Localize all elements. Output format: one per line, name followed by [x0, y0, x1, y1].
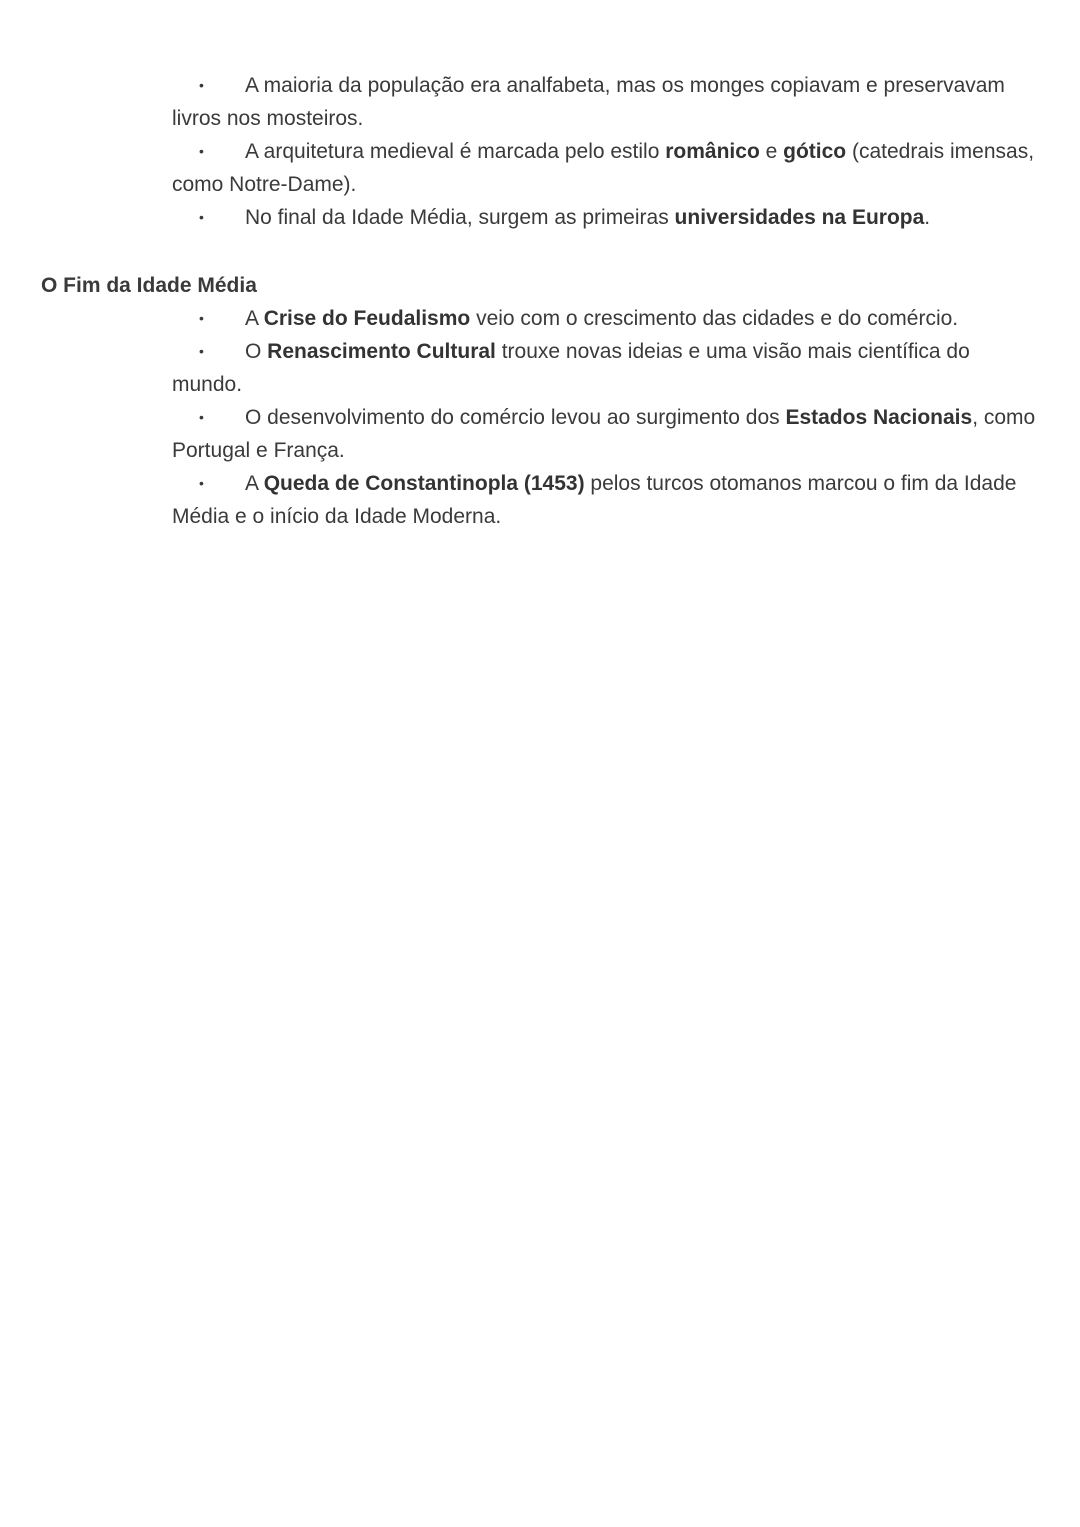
list-item-text: . — [924, 206, 931, 229]
list-item — [0, 467, 1080, 533]
list-item — [0, 135, 1080, 201]
list-item-text: A — [245, 472, 264, 495]
emphasis-text: românico — [665, 140, 760, 163]
emphasis-text: Renascimento Cultural — [267, 340, 496, 363]
list-item-text: , como Portugal e França. — [172, 406, 1036, 462]
list-item-text: (catedrais imensas, como Notre-Dame). — [172, 140, 1035, 196]
emphasis-text: universidades na Europa — [674, 206, 925, 229]
list-item — [0, 401, 1080, 467]
emphasis-text: Queda de Constantinopla (1453) — [263, 472, 585, 495]
list-item-text: O — [245, 340, 268, 363]
bullet-icon: • — [199, 77, 204, 93]
list-item — [0, 69, 1080, 135]
list-item-text: A arquitetura medieval é marcada pelo estilo — [245, 140, 666, 163]
list-item — [0, 201, 1080, 234]
bullet-icon: • — [199, 310, 204, 326]
emphasis-text: Estados Nacionais — [785, 406, 973, 429]
section-heading: O Fim da Idade Média — [41, 274, 257, 297]
list-item — [0, 302, 1080, 335]
bullet-icon: • — [199, 143, 204, 159]
bullet-icon: • — [199, 475, 204, 491]
list-item-text: e — [759, 140, 784, 163]
list-item-text: A — [245, 307, 264, 330]
emphasis-text: Crise do Feudalismo — [263, 307, 471, 330]
list-item — [0, 335, 1080, 401]
bullet-icon: • — [199, 409, 204, 425]
list-item-text: veio com o crescimento das cidades e do comércio. — [470, 307, 959, 330]
bullet-icon: • — [199, 343, 204, 359]
list-item-text: O desenvolvimento do comércio levou ao surgimento dos — [245, 406, 786, 429]
list-item-text: No final da Idade Média, surgem as primeiras — [245, 206, 675, 229]
emphasis-text: gótico — [783, 140, 847, 163]
bullet-list-end-of-middle-ages — [0, 302, 1080, 533]
bullet-icon: • — [199, 209, 204, 225]
list-item-text: A maioria da população era analfabeta, mas os monges copiavam e preservavam livros nos mosteiros. — [172, 74, 1005, 130]
list-item-text: pelos turcos otomanos marcou o fim da Idade Média e o início da Idade Moderna. — [172, 472, 1017, 528]
bullet-list-medieval-culture — [0, 69, 1080, 234]
list-item-text: trouxe novas ideias e uma visão mais científica do mundo. — [172, 340, 970, 396]
